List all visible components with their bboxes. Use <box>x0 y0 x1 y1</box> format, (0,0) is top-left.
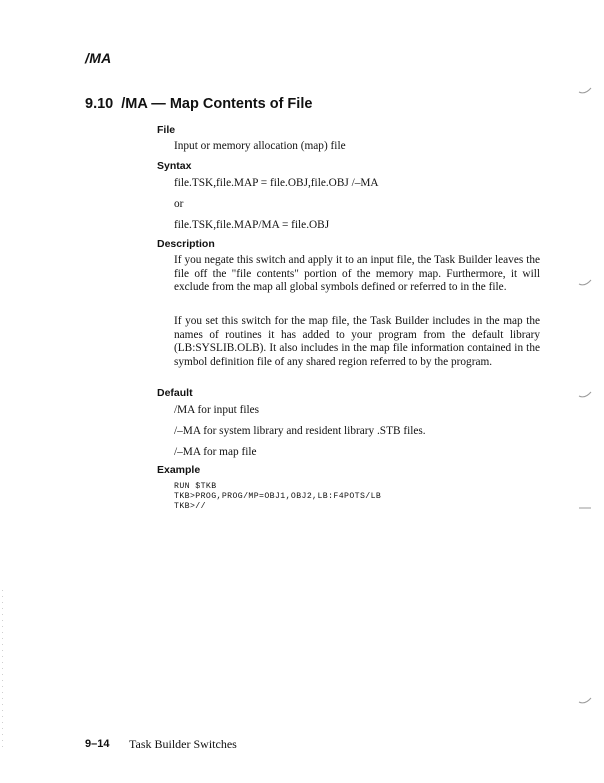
footer-page-number: 9–14 <box>85 738 110 750</box>
section-number: 9.10 <box>85 96 114 112</box>
edge-mark <box>578 278 592 288</box>
example-code-line: TKB>// <box>174 502 206 511</box>
syntax-or: or <box>174 198 184 210</box>
default-item: /–MA for system library and resident library .STB files. <box>174 425 426 437</box>
scan-margin-dots <box>2 590 3 750</box>
example-code-line: RUN $TKB <box>174 482 217 491</box>
syntax-heading: Syntax <box>157 160 192 172</box>
default-item: /MA for input files <box>174 404 260 416</box>
edge-mark <box>578 696 592 706</box>
section-title-text: /MA — Map Contents of File <box>121 96 313 112</box>
footer-chapter-title: Task Builder Switches <box>129 737 237 751</box>
description-paragraph-1: If you negate this switch and apply it to an input file, the Task Builder leaves the file off the "file contents" portion of the memory map. Furthermore, it will exclude from the map all global symbols defined or referred to in the file. <box>174 254 540 294</box>
example-code-line: TKB>PROG,PROG/MP=OBJ1,OBJ2,LB:F4POTS/LB <box>174 492 382 501</box>
default-item: /–MA for map file <box>174 446 257 458</box>
running-head: /MA <box>85 50 112 66</box>
default-heading: Default <box>157 387 193 399</box>
syntax-line-1: file.TSK,file.MAP = file.OBJ,file.OBJ /–MA <box>174 177 379 189</box>
edge-mark <box>578 86 592 96</box>
syntax-line-2: file.TSK,file.MAP/MA = file.OBJ <box>174 219 330 231</box>
file-description: Input or memory allocation (map) file <box>174 140 346 152</box>
edge-mark <box>578 503 592 513</box>
edge-mark <box>578 390 592 400</box>
example-heading: Example <box>157 464 201 476</box>
description-heading: Description <box>157 238 215 250</box>
file-heading: File <box>157 124 176 136</box>
description-paragraph-2: If you set this switch for the map file, the Task Builder includes in the map the names of routines it has added to your program from the default library (LB:SYSLIB.OLB). It also includes in the map file information contained in the symbol definition file of any shared region referred to by the program. <box>174 315 540 369</box>
section-title <box>85 96 312 112</box>
